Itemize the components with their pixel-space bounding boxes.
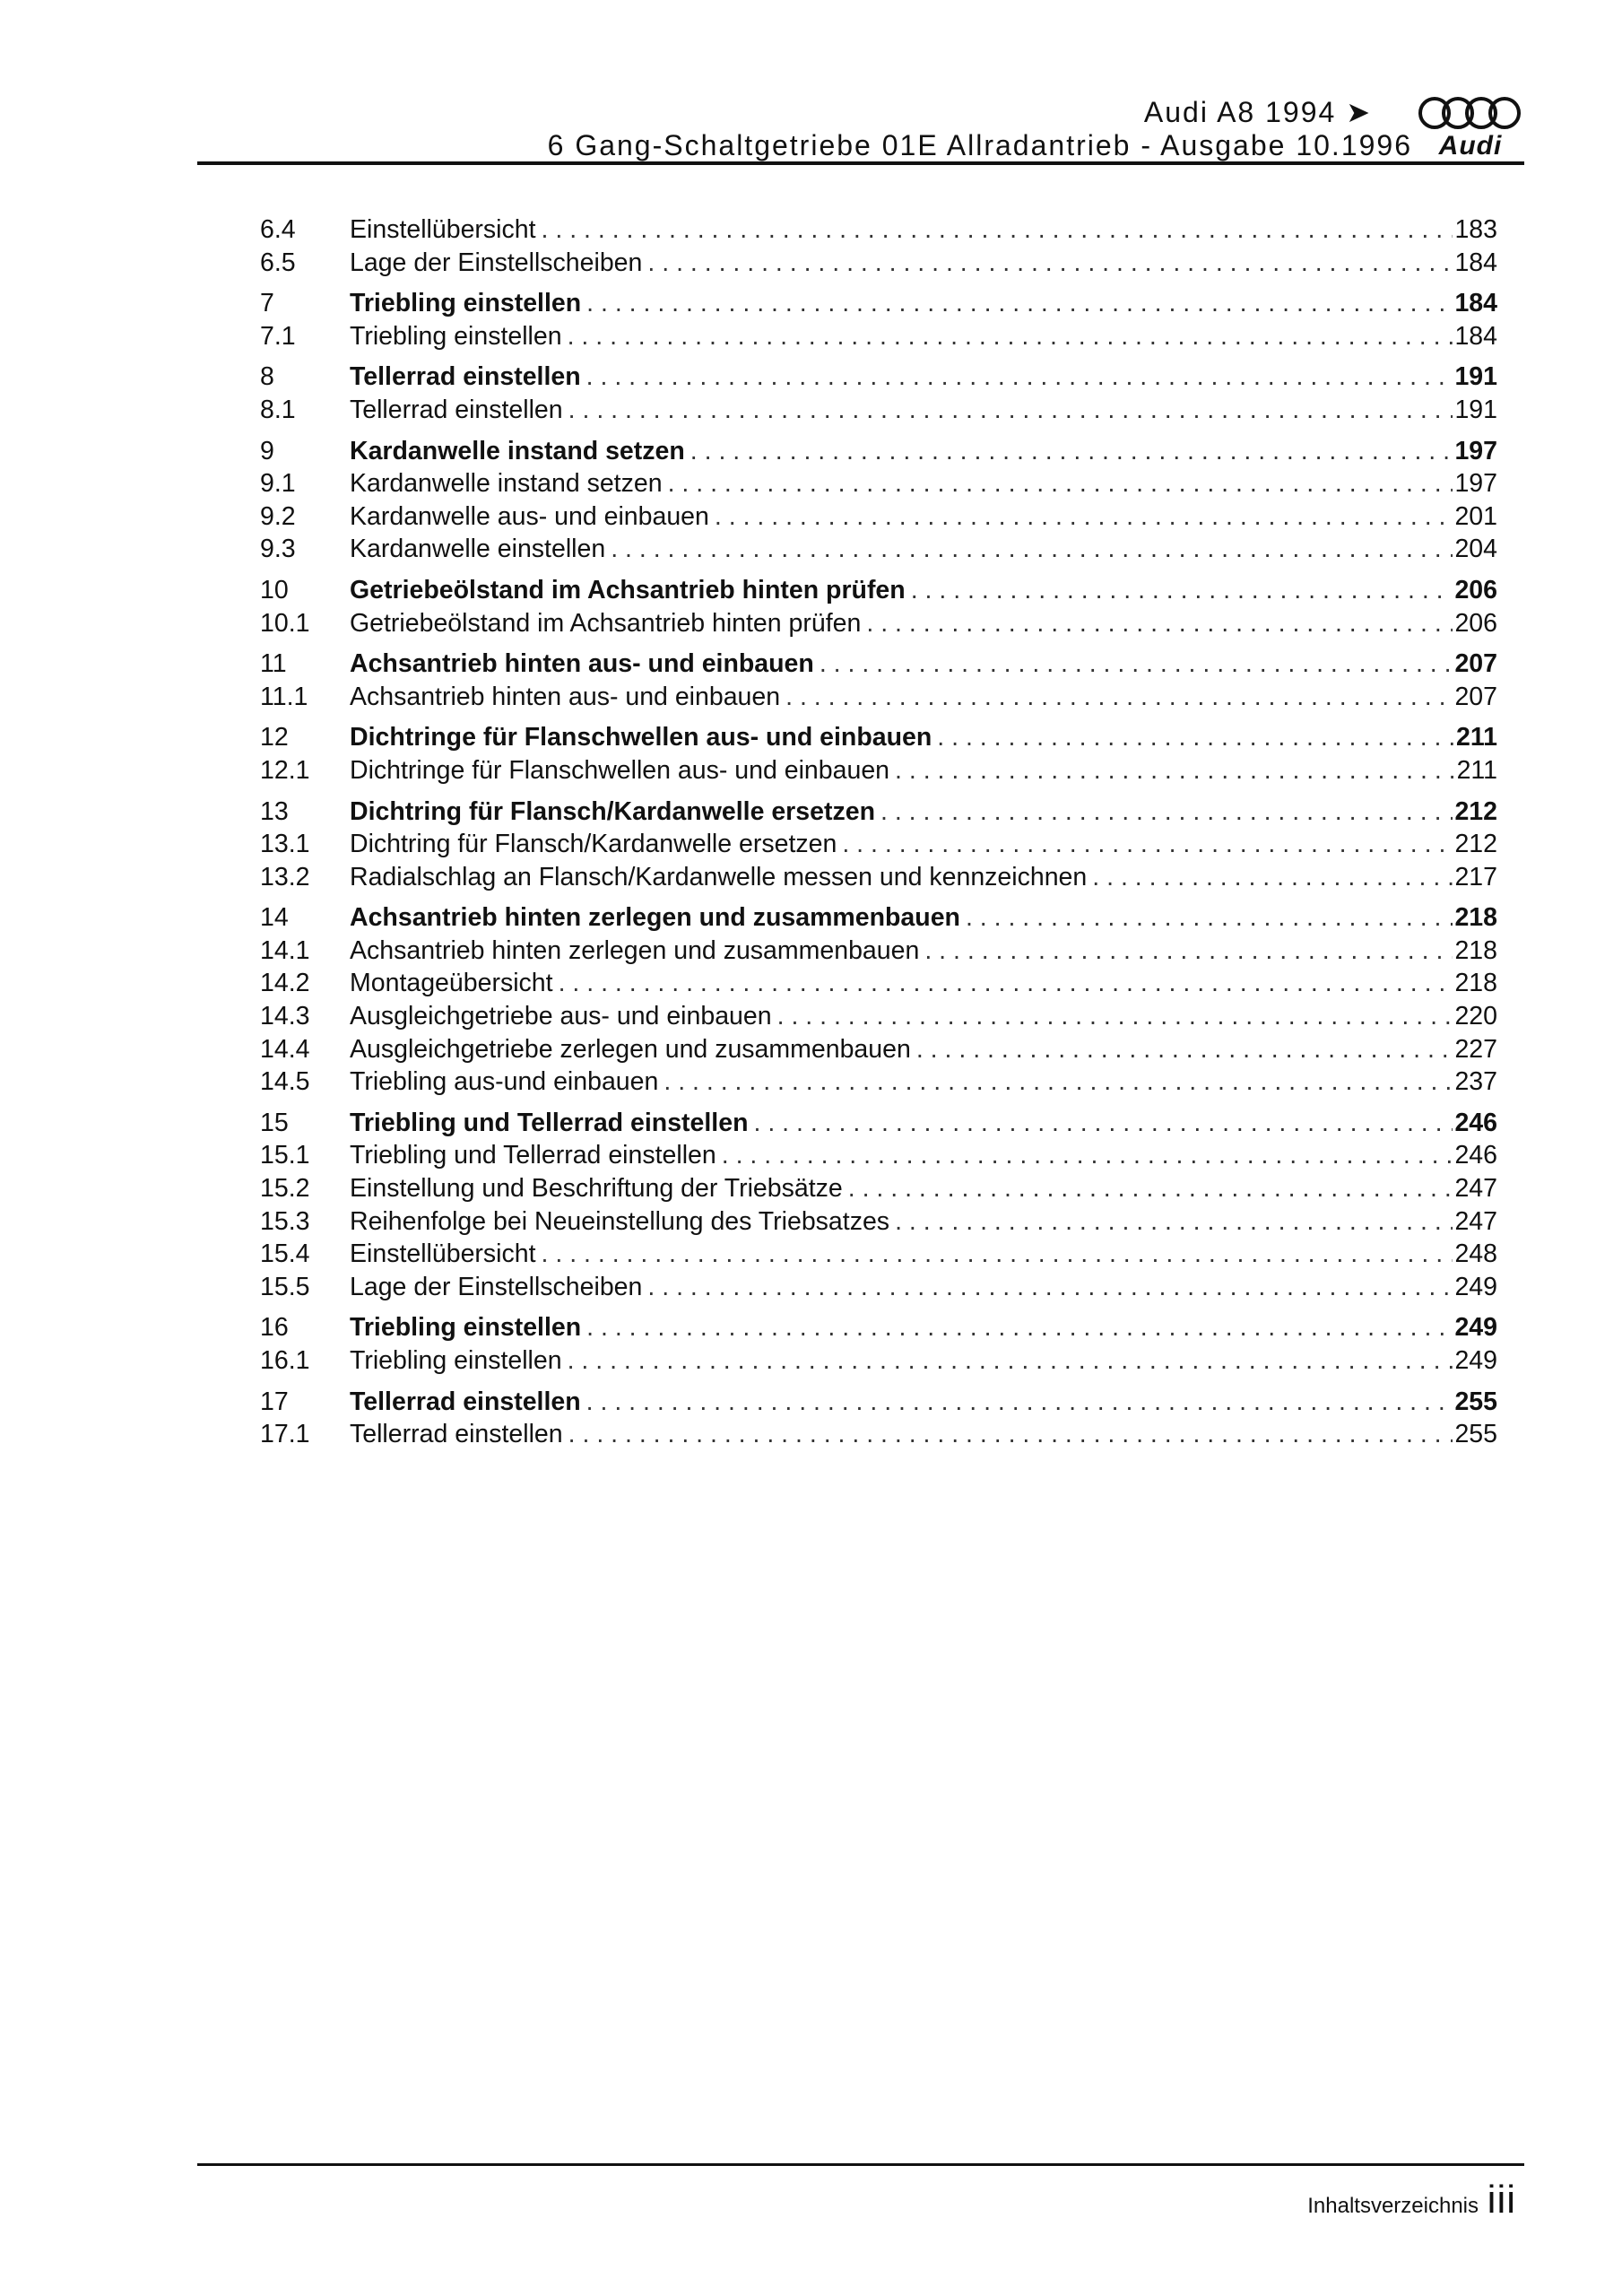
toc-leader-dots xyxy=(647,1273,1453,1302)
toc-entry-number: 6.4 xyxy=(260,215,296,244)
toc-entry-title: Kardanwelle einstellen xyxy=(350,535,606,564)
toc-entry-title: Tellerrad einstellen xyxy=(350,1420,563,1449)
toc-chapter-entry[interactable] xyxy=(260,576,1497,609)
toc-section-entry[interactable] xyxy=(260,1273,1497,1306)
toc-leader-dots xyxy=(715,502,1453,532)
toc-entry-title: Dichtring für Flansch/Kardanwelle ersetzen xyxy=(350,830,837,859)
toc-entry-number: 14 xyxy=(260,903,289,933)
toc-entry-number: 15.1 xyxy=(260,1141,310,1170)
toc-entry-title: Kardanwelle aus- und einbauen xyxy=(350,501,709,531)
toc-entry-title: Reihenfolge bei Neueinstellung des Triebsatzes xyxy=(350,1206,890,1236)
toc-entry-title: Triebling und Tellerrad einstellen xyxy=(350,1108,749,1137)
toc-entry-number: 15.2 xyxy=(260,1174,310,1204)
toc-entry-title: Ausgleichgetriebe zerlegen und zusammenbauen xyxy=(350,1034,911,1064)
toc-leader-dots xyxy=(722,1141,1453,1170)
toc-leader-dots xyxy=(586,362,1453,392)
audi-rings-icon xyxy=(1415,95,1524,131)
toc-entry-page: 201 xyxy=(1454,501,1497,531)
toc-entry-number: 7 xyxy=(260,289,274,318)
toc-section-entry[interactable] xyxy=(260,215,1497,248)
toc-section-entry[interactable] xyxy=(260,609,1497,642)
toc-entry-page: 255 xyxy=(1454,1420,1497,1449)
toc-chapter-entry[interactable] xyxy=(260,437,1497,470)
toc-entry-number: 7.1 xyxy=(260,321,296,351)
toc-leader-dots xyxy=(559,969,1453,998)
toc-entry-page: 227 xyxy=(1454,1034,1497,1064)
toc-chapter-entry[interactable] xyxy=(260,1387,1497,1421)
footer-section-label: Inhaltsverzeichnis xyxy=(1307,2194,1479,2218)
toc-entry-number: 16.1 xyxy=(260,1346,310,1375)
toc-chapter-entry[interactable] xyxy=(260,649,1497,683)
toc-leader-dots xyxy=(586,1313,1453,1343)
toc-entry-page: 197 xyxy=(1454,469,1497,499)
toc-entry-page: 218 xyxy=(1454,969,1497,998)
toc-entry-number: 12.1 xyxy=(260,755,310,785)
toc-leader-dots xyxy=(690,437,1453,466)
toc-entry-number: 10.1 xyxy=(260,608,310,638)
toc-chapter-entry[interactable] xyxy=(260,362,1497,396)
toc-entry-title: Triebling einstellen xyxy=(350,289,582,318)
toc-section-entry[interactable] xyxy=(260,396,1497,429)
toc-entry-number: 15.5 xyxy=(260,1272,310,1301)
toc-entry-title: Tellerrad einstellen xyxy=(350,395,563,424)
toc-entry-page: 191 xyxy=(1454,362,1497,392)
header-manual-title: 6 Gang-Schaltgetriebe 01E Allradantrieb - Ausgabe 10.1996 xyxy=(547,129,1412,161)
toc-section-entry[interactable] xyxy=(260,830,1497,863)
toc-section-entry[interactable] xyxy=(260,683,1497,716)
toc-entry-page: 218 xyxy=(1454,935,1497,965)
toc-leader-dots xyxy=(966,903,1453,933)
toc-entry-page: 184 xyxy=(1454,289,1497,318)
toc-entry-page: 246 xyxy=(1454,1108,1497,1137)
toc-leader-dots xyxy=(568,1346,1453,1376)
toc-entry-number: 8.1 xyxy=(260,395,296,424)
toc-entry-page: 248 xyxy=(1454,1239,1497,1269)
toc-entry-number: 15 xyxy=(260,1108,289,1137)
toc-entry-title: Ausgleichgetriebe aus- und einbauen xyxy=(350,1002,772,1031)
toc-entry-page: 249 xyxy=(1454,1272,1497,1301)
toc-leader-dots xyxy=(895,756,1455,786)
toc-entry-title: Einstellübersicht xyxy=(350,1239,536,1269)
toc-entry-title: Lage der Einstellscheiben xyxy=(350,248,643,277)
toc-leader-dots xyxy=(842,830,1453,859)
toc-entry-page: 255 xyxy=(1454,1387,1497,1416)
toc-leader-dots xyxy=(753,1109,1453,1138)
toc-entry-page: 237 xyxy=(1454,1067,1497,1097)
header-vehicle-model: Audi A8 1994 ➤ xyxy=(1143,96,1372,128)
toc-leader-dots xyxy=(911,576,1453,605)
toc-entry-page: 197 xyxy=(1454,436,1497,465)
toc-entry-page: 249 xyxy=(1454,1313,1497,1343)
toc-entry-page: 246 xyxy=(1454,1141,1497,1170)
toc-leader-dots xyxy=(785,683,1453,712)
toc-entry-title: Triebling einstellen xyxy=(350,1313,582,1343)
toc-leader-dots xyxy=(586,1387,1453,1417)
toc-entry-title: Achsantrieb hinten zerlegen und zusammenbauen xyxy=(350,903,960,933)
toc-leader-dots xyxy=(542,215,1453,245)
toc-leader-dots xyxy=(611,535,1453,564)
toc-section-entry[interactable] xyxy=(260,1239,1497,1273)
toc-entry-title: Dichtring für Flansch/Kardanwelle ersetzen xyxy=(350,796,875,826)
header-rule xyxy=(197,161,1524,165)
toc-section-entry[interactable] xyxy=(260,248,1497,282)
toc-entry-page: 207 xyxy=(1454,682,1497,711)
toc-section-entry[interactable] xyxy=(260,535,1497,568)
toc-leader-dots xyxy=(880,797,1453,827)
toc-entry-number: 6.5 xyxy=(260,248,296,277)
toc-entry-number: 17.1 xyxy=(260,1420,310,1449)
toc-section-entry[interactable] xyxy=(260,1174,1497,1207)
toc-entry-number: 15.3 xyxy=(260,1206,310,1236)
toc-entry-title: Kardanwelle instand setzen xyxy=(350,436,685,465)
toc-section-entry[interactable] xyxy=(260,1002,1497,1035)
toc-entry-number: 15.4 xyxy=(260,1239,310,1269)
toc-leader-dots xyxy=(647,248,1453,278)
toc-section-entry[interactable] xyxy=(260,502,1497,535)
footer-page-number: iii xyxy=(1487,2178,1516,2222)
toc-chapter-entry[interactable] xyxy=(260,903,1497,936)
toc-section-entry[interactable] xyxy=(260,1207,1497,1240)
toc-section-entry[interactable] xyxy=(260,1067,1497,1100)
toc-entry-number: 17 xyxy=(260,1387,289,1416)
toc-entry-page: 206 xyxy=(1454,608,1497,638)
toc-leader-dots xyxy=(568,396,1453,425)
toc-entry-page: 207 xyxy=(1454,649,1497,679)
toc-entry-title: Triebling einstellen xyxy=(350,1346,562,1375)
toc-section-entry[interactable] xyxy=(260,1035,1497,1068)
toc-entry-title: Achsantrieb hinten zerlegen und zusammenbauen xyxy=(350,935,920,965)
toc-entry-number: 11 xyxy=(260,649,287,679)
toc-entry-title: Kardanwelle instand setzen xyxy=(350,469,663,499)
toc-entry-number: 14.3 xyxy=(260,1002,310,1031)
toc-entry-title: Achsantrieb hinten aus- und einbauen xyxy=(350,682,781,711)
toc-leader-dots xyxy=(866,609,1453,639)
toc-entry-page: 212 xyxy=(1454,830,1497,859)
toc-entry-page: 204 xyxy=(1454,535,1497,564)
toc-leader-dots xyxy=(586,289,1453,318)
toc-chapter-entry[interactable] xyxy=(260,1109,1497,1142)
toc-section-entry[interactable] xyxy=(260,322,1497,355)
toc-leader-dots xyxy=(848,1174,1453,1204)
toc-entry-title: Einstellung und Beschriftung der Triebsätze xyxy=(350,1174,843,1204)
toc-entry-number: 14.5 xyxy=(260,1067,310,1097)
toc-entry-number: 14.1 xyxy=(260,935,310,965)
toc-chapter-entry[interactable] xyxy=(260,1313,1497,1346)
toc-section-entry[interactable] xyxy=(260,469,1497,502)
toc-entry-page: 183 xyxy=(1454,215,1497,244)
toc-entry-number: 13 xyxy=(260,796,289,826)
toc-entry-title: Tellerrad einstellen xyxy=(350,362,581,392)
toc-entry-page: 218 xyxy=(1454,903,1497,933)
toc-entry-page: 220 xyxy=(1454,1002,1497,1031)
toc-entry-page: 249 xyxy=(1454,1346,1497,1375)
toc-entry-title: Triebling und Tellerrad einstellen xyxy=(350,1141,716,1170)
toc-entry-page: 247 xyxy=(1454,1206,1497,1236)
toc-leader-dots xyxy=(1092,863,1453,892)
toc-entry-page: 211 xyxy=(1456,755,1497,785)
footer-rule xyxy=(197,2163,1524,2166)
toc-leader-dots xyxy=(916,1035,1453,1065)
toc-section-entry[interactable] xyxy=(260,969,1497,1002)
table-of-contents xyxy=(260,215,1497,1453)
toc-leader-dots xyxy=(542,1239,1453,1269)
toc-entry-title: Dichtringe für Flanschwellen aus- und einbauen xyxy=(350,755,890,785)
toc-entry-number: 9.2 xyxy=(260,501,296,531)
toc-section-entry[interactable] xyxy=(260,936,1497,970)
toc-entry-page: 184 xyxy=(1454,321,1497,351)
toc-entry-number: 14.2 xyxy=(260,969,310,998)
toc-chapter-entry[interactable] xyxy=(260,797,1497,831)
toc-entry-title: Getriebeölstand im Achsantrieb hinten prüfen xyxy=(350,575,906,604)
toc-entry-title: Achsantrieb hinten aus- und einbauen xyxy=(350,649,814,679)
toc-entry-number: 12 xyxy=(260,723,289,752)
toc-section-entry[interactable] xyxy=(260,1420,1497,1453)
toc-leader-dots xyxy=(937,723,1454,752)
toc-entry-title: Triebling einstellen xyxy=(350,321,562,351)
toc-entry-number: 13.1 xyxy=(260,830,310,859)
toc-entry-number: 13.2 xyxy=(260,862,310,891)
toc-entry-page: 206 xyxy=(1454,575,1497,604)
toc-leader-dots xyxy=(895,1207,1453,1237)
toc-chapter-entry[interactable] xyxy=(260,723,1497,756)
toc-entry-page: 217 xyxy=(1454,862,1497,891)
toc-leader-dots xyxy=(777,1002,1453,1031)
audi-logo xyxy=(1415,90,1524,161)
toc-section-entry[interactable] xyxy=(260,1141,1497,1174)
toc-leader-dots xyxy=(568,1420,1453,1449)
toc-entry-page: 247 xyxy=(1454,1174,1497,1204)
toc-entry-number: 9 xyxy=(260,436,274,465)
toc-entry-title: Dichtringe für Flanschwellen aus- und einbauen xyxy=(350,723,932,752)
toc-entry-title: Getriebeölstand im Achsantrieb hinten prüfen xyxy=(350,608,862,638)
audi-wordmark: Audi xyxy=(1438,131,1503,161)
toc-entry-number: 9.3 xyxy=(260,535,296,564)
toc-entry-number: 10 xyxy=(260,575,289,604)
toc-leader-dots xyxy=(668,469,1453,499)
toc-entry-title: Triebling aus-und einbauen xyxy=(350,1067,659,1097)
toc-entry-page: 211 xyxy=(1456,723,1497,752)
toc-entry-page: 212 xyxy=(1454,796,1497,826)
toc-section-entry[interactable] xyxy=(260,756,1497,789)
toc-leader-dots xyxy=(568,322,1453,352)
toc-entry-page: 184 xyxy=(1454,248,1497,277)
toc-entry-number: 8 xyxy=(260,362,274,392)
toc-entry-title: Tellerrad einstellen xyxy=(350,1387,581,1416)
toc-leader-dots xyxy=(820,649,1453,679)
toc-entry-number: 14.4 xyxy=(260,1034,310,1064)
toc-entry-number: 16 xyxy=(260,1313,289,1343)
toc-section-entry[interactable] xyxy=(260,1346,1497,1379)
toc-section-entry[interactable] xyxy=(260,863,1497,896)
toc-leader-dots xyxy=(664,1067,1453,1097)
toc-leader-dots xyxy=(924,936,1453,966)
toc-entry-page: 191 xyxy=(1454,395,1497,424)
toc-entry-title: Lage der Einstellscheiben xyxy=(350,1272,643,1301)
toc-chapter-entry[interactable] xyxy=(260,289,1497,322)
toc-entry-number: 9.1 xyxy=(260,469,296,499)
toc-entry-title: Montageübersicht xyxy=(350,969,553,998)
toc-entry-title: Radialschlag an Flansch/Kardanwelle messen und kennzeichnen xyxy=(350,862,1088,891)
toc-entry-number: 11.1 xyxy=(260,682,308,711)
toc-entry-title: Einstellübersicht xyxy=(350,215,536,244)
page-header xyxy=(197,90,1524,161)
